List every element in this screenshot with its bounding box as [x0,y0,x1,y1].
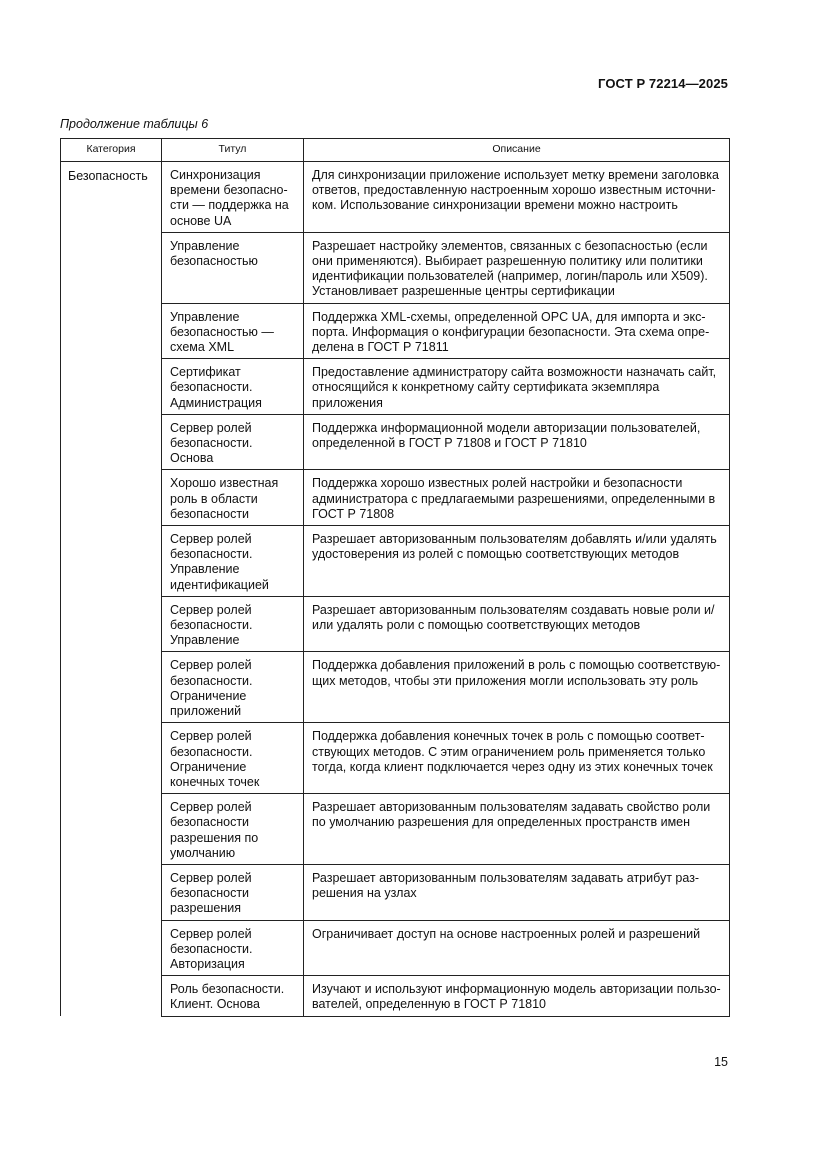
title-cell: Роль безопасности. Клиент. Основа [162,976,304,1016]
column-header-category: Категория [61,139,162,162]
table-row [61,976,730,1016]
category-cell: Безопасность [61,162,162,1017]
title-cell: Сертификат безопасности. Администрация [162,359,304,415]
table-row [61,232,730,303]
column-header-description: Описание [304,139,730,162]
table-row [61,162,730,233]
requirements-table [60,138,730,1017]
title-cell: Управление безопасностью [162,232,304,303]
title-cell: Сервер ролей безопасности. Авторизация [162,920,304,976]
title-cell: Сервер ролей безопасности. Управление идентификацией [162,526,304,597]
description-cell: Поддержка хорошо известных ролей настройки и безопасности администратора с предлагаемыми разрешениями, определенными в ГОСТ Р 71808 [304,470,730,526]
table-row [61,414,730,470]
page-number: 15 [714,1055,728,1069]
title-cell: Сервер ролей безопасности разрешения [162,864,304,920]
table-row [61,526,730,597]
table-row [61,359,730,415]
table-row [61,864,730,920]
title-cell: Сервер ролей безопасности. Основа [162,414,304,470]
table-row [61,794,730,865]
description-cell: Поддержка информационной модели авторизации пользователей, определенной в ГОСТ Р 71808 и ГОСТ Р 71810 [304,414,730,470]
table-row [61,723,730,794]
table-caption: Продолжение таблицы 6 [60,117,209,131]
table-row [61,596,730,652]
description-cell: Разрешает авторизованным пользователям задавать свойство роли по умолчанию разрешения для определенных пространств имен [304,794,730,865]
description-cell: Разрешает авторизованным пользователям задавать атрибут раз-решения на узлах [304,864,730,920]
description-cell: Поддержка XML-схемы, определенной OPC UA, для импорта и экс-порта. Информация о конфигурации безопасности. Эта схема опре-делена в ГОСТ Р 71811 [304,303,730,359]
document-standard-number: ГОСТ Р 72214—2025 [598,76,728,91]
description-cell: Ограничивает доступ на основе настроенных ролей и разрешений [304,920,730,976]
description-cell: Разрешает авторизованным пользователям добавлять и/или удалять удостоверения из ролей с помощью соответствующих методов [304,526,730,597]
description-cell: Для синхронизации приложение использует метку времени заголовка ответов, предоставленную настроенным хорошо известным источни-ком. Использование синхронизации времени можно настроить [304,162,730,233]
table-row [61,920,730,976]
description-cell: Поддержка добавления конечных точек в роль с помощью соответ-ствующих методов. С этим ограничением роль применяется только тогда, когда клиент подключается через одну из этих конечных точек [304,723,730,794]
title-cell: Сервер ролей безопасности разрешения по умолчанию [162,794,304,865]
description-cell: Поддержка добавления приложений в роль с помощью соответствую-щих методов, чтобы эти приложения могли использовать эту роль [304,652,730,723]
title-cell: Управление безопасностью — схема XML [162,303,304,359]
column-header-title: Титул [162,139,304,162]
title-cell: Сервер ролей безопасности. Ограничение конечных точек [162,723,304,794]
description-cell: Изучают и используют информационную модель авторизации пользо-вателей, определенную в ГОСТ Р 71810 [304,976,730,1016]
description-cell: Разрешает настройку элементов, связанных с безопасностью (если они применяются). Выбирает разрешенную политику или политики идентификации пользователей (например, логин/пароль или X509). Установливает разрешенные центры сертификации [304,232,730,303]
description-cell: Разрешает авторизованным пользователям создавать новые роли и/или удалять роли с помощью соответствующих методов [304,596,730,652]
table-row [61,470,730,526]
table-row [61,303,730,359]
table-header-row [61,139,730,162]
title-cell: Сервер ролей безопасности. Ограничение приложений [162,652,304,723]
title-cell: Сервер ролей безопасности. Управление [162,596,304,652]
table-row [61,652,730,723]
title-cell: Синхронизация времени безопасно-сти — поддержка на основе UA [162,162,304,233]
title-cell: Хорошо известная роль в области безопасности [162,470,304,526]
description-cell: Предоставление администратору сайта возможности назначать сайт, относящийся к конкретному сайту сертификата экземпляра приложения [304,359,730,415]
